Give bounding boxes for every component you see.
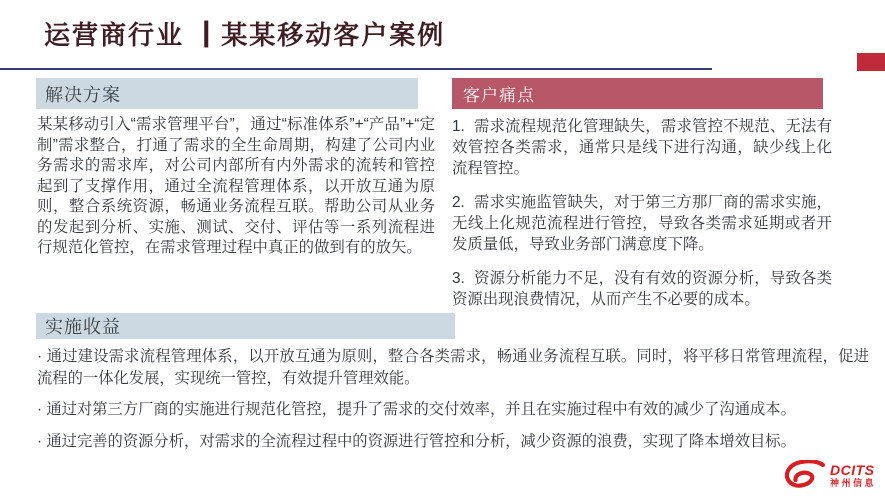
section-header-pain-points <box>452 78 823 109</box>
section-header-benefits <box>36 313 455 339</box>
benefit-item: · 通过对第三方厂商的实施进行规范化管控，提升了需求的交付效率，并且在实施过程中有效的减少了沟通成本。 <box>37 401 796 418</box>
pain-point-number: 1. <box>452 118 465 135</box>
solution-body-text: 某某移动引入“需求管理平台”，通过“标准体系”+“产品”+“定制”需求整合，打通了需求的全生命周期，构建了公司内业务需求的需求库，对公司内部所有内外需求的流转和管控起到了支撑作用，通过全流程管理体系，以开放互通为原则，整合系统资源，畅通业务流程互联。帮助公司从业务的发起到分析、实施、测试、交付、评估等一系列流程进行规范化管控，在需求管理过程中真正的做到有的放矢。 <box>37 116 435 256</box>
dcits-swoosh-icon <box>782 460 826 490</box>
pain-point-item <box>452 116 832 179</box>
page-title: 运营商行业 ┃某某移动客户案例 <box>44 20 446 50</box>
pain-point-text: 需求实施监管缺失，对于第三方那厂商的需求实施，无线上化规范流程进行管控，导致各类需求延期或者开发质量低，导致业务部门满意度下降。 <box>452 194 832 253</box>
dcits-logo-name: DCITS <box>829 461 875 478</box>
title-accent-block <box>857 53 885 71</box>
section-heading-pain-label: 客户痛点 <box>463 86 535 105</box>
dcits-logo <box>782 460 876 490</box>
pain-point-text: 需求流程规范化管理缺失，需求管控不规范、无法有效管控各类需求，通常只是线下进行沟通，缺少线上化流程管控。 <box>452 118 832 177</box>
dcits-logo-text <box>830 463 876 488</box>
pain-point-number: 2. <box>452 194 465 211</box>
pain-points-list <box>452 116 832 323</box>
benefit-item: · 通过建设需求流程管理体系，以开放互通为原则，整合各类需求，畅通业务流程互联。同时，将平移日常管理流程，促进流程的一体化发展，实现统一管控，有效提升管理效能。 <box>37 348 869 387</box>
section-heading-benefits-label: 实施收益 <box>45 317 121 337</box>
pain-point-item <box>452 192 832 255</box>
section-heading-solution-label: 解决方案 <box>45 84 121 105</box>
pain-point-text: 资源分析能力不足，没有有效的资源分析，导致各类资源出现浪费情况，从而产生不必要的成本。 <box>452 270 832 308</box>
pain-point-item <box>452 268 832 310</box>
pain-point-number: 3. <box>452 270 465 287</box>
benefit-item: · 通过完善的资源分析，对需求的全流程过程中的资源进行管控和分析，减少资源的浪费，实现了降本增效目标。 <box>37 432 796 450</box>
dcits-logo-subtitle: 神州信息 <box>829 477 876 488</box>
title-underline <box>0 68 712 70</box>
benefits-list <box>37 346 869 462</box>
section-header-solution <box>36 78 418 109</box>
